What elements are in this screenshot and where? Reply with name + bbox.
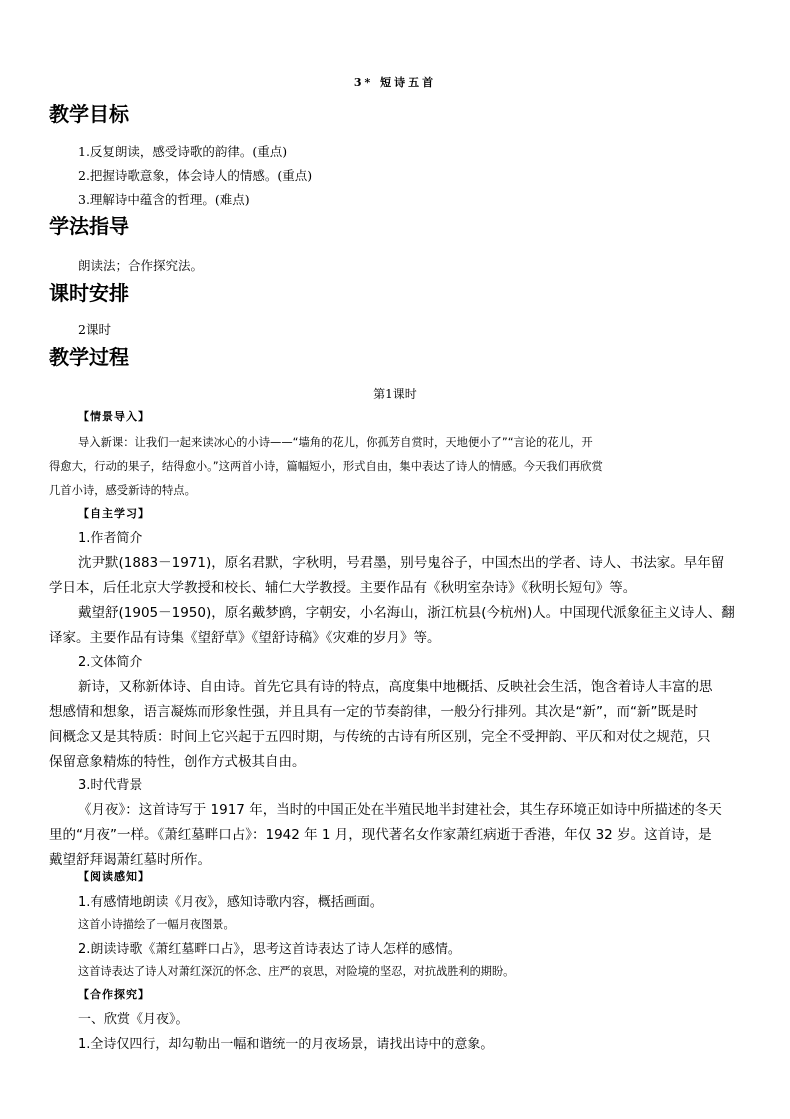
method-text: 朗读法；合作探究法。 — [78, 258, 204, 273]
body-line: 《月夜》：这首诗写于 1917 年，当时的中国正处在半殖民地半封建社会，其生存环境正如诗中所描述的冬天 — [78, 802, 722, 818]
intro-line: 得愈大，行动的果子，结得愈小。”这两首小诗，篇幅短小，形式自由，集中表达了诗人的情感。今天我们再欣赏 — [49, 460, 603, 473]
answer: 这首诗表达了诗人对萧红深沉的怀念、庄严的哀思，对险境的坚忍，对抗战胜利的期盼。 — [78, 965, 515, 978]
body-line: 译家。主要作品有诗集《望舒草》《望舒诗稿》《灾难的岁月》等。 — [49, 630, 441, 646]
doc-title: 3* 短诗五首 — [353, 76, 437, 89]
intro-line: 导入新课：让我们一起来读冰心的小诗——“墙角的花儿，你孤芳自赏时，天地便小了”“言论的花儿，开 — [78, 436, 593, 449]
body-line: 新诗，又称新体诗、自由诗。首先它具有诗的特点，高度集中地概括、反映社会生活，饱含着诗人丰富的思 — [78, 679, 713, 695]
subheading: 一、欣赏《月夜》。 — [78, 1012, 189, 1027]
body-line: 间概念又是其特质：时间上它兴起于五四时期，与传统的古诗有所区别，完全不受押韵、平仄和对仗之规范，只 — [49, 729, 711, 745]
question: 1.全诗仅四行，却勾勒出一幅和谐统一的月夜场景，请找出诗中的意象。 — [78, 1037, 494, 1052]
body-line: 里的“月夜”一样。《萧红墓畔口占》：1942 年 1 月，现代著名女作家萧红病逝于香港，年仅 32 岁。这首诗，是 — [49, 827, 712, 843]
heading-method: 学法指导 — [49, 214, 129, 238]
objective-item: 1.反复朗读，感受诗歌的韵律。(重点) — [78, 144, 288, 159]
answer: 这首小诗描绘了一幅月夜图景。 — [78, 918, 235, 931]
body-line: 学日本，后任北京大学教授和校长、辅仁大学教授。主要作品有《秋明室杂诗》《秋明长短句》等。 — [49, 580, 637, 596]
schedule-text: 2课时 — [78, 322, 111, 337]
body-line: 想感情和想象，语言凝炼而形象性强，并且具有一定的节奏韵律，一般分行排列。其次是“新”，而“新”既是时 — [49, 704, 698, 720]
heading-schedule: 课时安排 — [49, 281, 129, 305]
subheading: 3.时代背景 — [78, 778, 143, 793]
section-tag: 【情景导入】 — [78, 410, 150, 423]
body-line: 戴望舒(1905－1950)，原名戴梦鸥，字朝安，小名海山，浙江杭县(今杭州)人。中国现代派象征主义诗人、翻 — [78, 605, 735, 621]
question: 1.有感情地朗读《月夜》，感知诗歌内容，概括画面。 — [78, 895, 383, 910]
lesson-label: 第1课时 — [373, 387, 417, 401]
heading-objectives: 教学目标 — [49, 102, 129, 126]
section-tag: 【自主学习】 — [78, 507, 150, 520]
section-tag: 【合作探究】 — [78, 988, 150, 1001]
heading-process: 教学过程 — [49, 345, 129, 369]
subheading: 2.文体简介 — [78, 655, 143, 670]
section-tag: 【阅读感知】 — [78, 870, 150, 883]
objective-item: 3.理解诗中蕴含的哲理。(难点) — [78, 192, 250, 207]
objective-item: 2.把握诗歌意象，体会诗人的情感。(重点) — [78, 168, 313, 183]
body-line: 沈尹默(1883－1971)，原名君默，字秋明，号君墨，别号鬼谷子，中国杰出的学者、诗人、书法家。早年留 — [78, 555, 725, 571]
body-line: 保留意象精炼的特性，创作方式极其自由。 — [49, 754, 306, 770]
subheading: 1.作者简介 — [78, 531, 143, 546]
body-line: 戴望舒拜谒萧红墓时所作。 — [49, 852, 211, 868]
intro-line: 几首小诗，感受新诗的特点。 — [49, 484, 196, 497]
question: 2.朗读诗歌《萧红墓畔口占》，思考这首诗表达了诗人怎样的感情。 — [78, 942, 461, 957]
